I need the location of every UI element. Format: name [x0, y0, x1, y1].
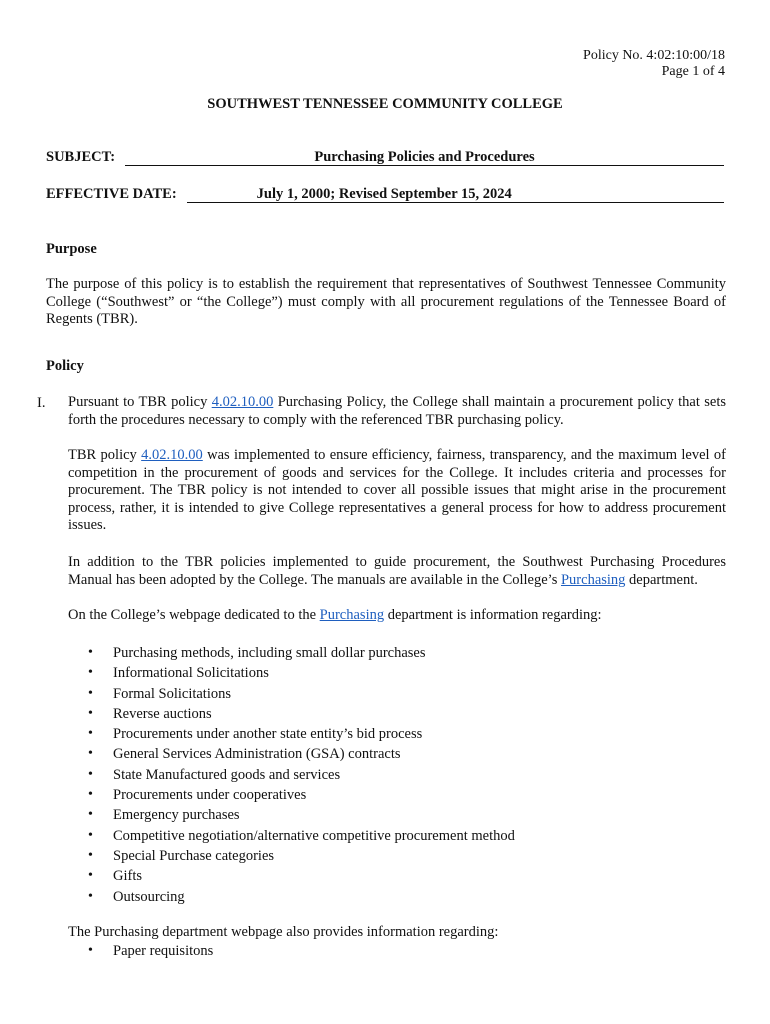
bullet-icon: • [88, 705, 93, 721]
policy-paragraph-1 [68, 394, 726, 429]
p3-text-b: department. [625, 571, 698, 588]
section-numeral: I. [37, 395, 46, 411]
list-item [88, 785, 515, 805]
effective-date-value: July 1, 2000; Revised September 15, 2024 [187, 186, 724, 203]
list-item [88, 866, 515, 886]
purchasing-link-2[interactable]: Purchasing [319, 607, 385, 623]
tbr-policy-link-2[interactable]: 4.02.10.00 [141, 447, 203, 463]
list-item-text: Formal Solicitations [113, 685, 232, 702]
effective-date-row [46, 186, 724, 203]
purchasing-info-list [88, 643, 515, 907]
purpose-heading: Purpose [46, 241, 97, 257]
list-item [88, 663, 515, 683]
list-item-text: State Manufactured goods and services [113, 766, 341, 783]
list-item [88, 643, 515, 663]
subject-value: Purchasing Policies and Procedures [125, 149, 724, 166]
policy-paragraph-4 [68, 607, 726, 625]
list-item-text: Special Purchase categories [113, 847, 275, 864]
bullet-icon: • [88, 665, 93, 681]
bullet-icon: • [88, 766, 93, 782]
bullet-icon: • [88, 847, 93, 863]
list-item [88, 805, 515, 825]
bullet-icon: • [88, 868, 93, 884]
policy-paragraph-3 [68, 554, 726, 589]
list-item-text: Competitive negotiation/alternative competitive procurement method [113, 827, 515, 844]
list-item [88, 724, 515, 744]
policy-heading: Policy [46, 358, 84, 374]
list-item [88, 684, 515, 704]
p2-text-a: TBR policy [68, 447, 142, 463]
page-number: Page 1 of 4 [661, 64, 725, 79]
purpose-text: The purpose of this policy is to establish the requirement that representatives of Southwest Tennessee Community College (“Southwest” or “the College”) must comply with all procurement regulations of the Tennessee Board of Regents (TBR). [46, 276, 726, 327]
bullet-icon: • [88, 943, 93, 958]
page-header [583, 48, 725, 80]
bullet-icon: • [88, 807, 93, 823]
list-item [88, 941, 213, 961]
purchasing-link[interactable]: Purchasing [560, 571, 626, 588]
list-item-text: General Services Administration (GSA) contracts [113, 746, 401, 763]
bullet-icon: • [88, 787, 93, 803]
policy-paragraph-2 [68, 447, 726, 535]
p1-text-b: Purchasing Policy, the College shall maintain a procurement policy that sets forth the procedures necessary to comply with the referenced TBR purchasing policy. [68, 394, 726, 428]
purchasing-webpage-list [88, 941, 213, 961]
policy-number: Policy No. 4:02:10:00/18 [583, 48, 725, 63]
subject-row [46, 149, 724, 166]
p1-text-a: Pursuant to TBR policy [68, 394, 212, 410]
list-item-text: Gifts [113, 868, 142, 885]
list-item [88, 744, 515, 764]
bullet-icon: • [88, 827, 93, 843]
list-item [88, 765, 515, 785]
policy-paragraph-5: The Purchasing department webpage also provides information regarding: [68, 924, 499, 940]
list-item-text: Emergency purchases [113, 807, 240, 824]
list-item [88, 846, 515, 866]
list-item-text: Purchasing methods, including small dollar purchases [113, 645, 426, 661]
tbr-policy-link[interactable]: 4.02.10.00 [211, 394, 274, 410]
bullet-icon: • [88, 746, 93, 762]
p4-text-b: department is information regarding: [384, 607, 602, 623]
bullet-icon: • [88, 726, 93, 742]
list-item [88, 704, 515, 724]
list-item [88, 887, 515, 907]
p3-text-a: In addition to the TBR policies implemented to guide procurement, the Southwest Purchasing Procedures Manual has been adopted by the College. The manuals are available in the College’s [68, 554, 726, 588]
list-item-text: Outsourcing [113, 888, 185, 905]
college-title: SOUTHWEST TENNESSEE COMMUNITY COLLEGE [207, 96, 563, 112]
bullet-icon: • [88, 645, 93, 660]
list-item-text: Procurements under cooperatives [113, 787, 307, 804]
p4-text-a: On the College’s webpage dedicated to the [68, 607, 320, 623]
list-item-text: Informational Solicitations [113, 665, 269, 682]
effective-date-label: EFFECTIVE DATE: [46, 186, 177, 202]
list-item-text: Reverse auctions [113, 705, 212, 722]
list-item-text: Procurements under another state entity’s bid process [113, 726, 423, 743]
subject-label: SUBJECT: [46, 149, 116, 165]
list-item [88, 826, 515, 846]
list-item-text: Paper requisitons [113, 943, 214, 959]
bullet-icon: • [88, 685, 93, 701]
bullet-icon: • [88, 888, 93, 904]
p2-text-b: was implemented to ensure efficiency, fairness, transparency, and the maximum level of competition in the procurement of goods and services for the College. It includes criteria and processes for procurement. The TBR policy is not intended to cover all possible issues that might arise in the procurement process, rather, it is intended to give College representatives a general process for how to address procurement issues. [68, 447, 726, 533]
